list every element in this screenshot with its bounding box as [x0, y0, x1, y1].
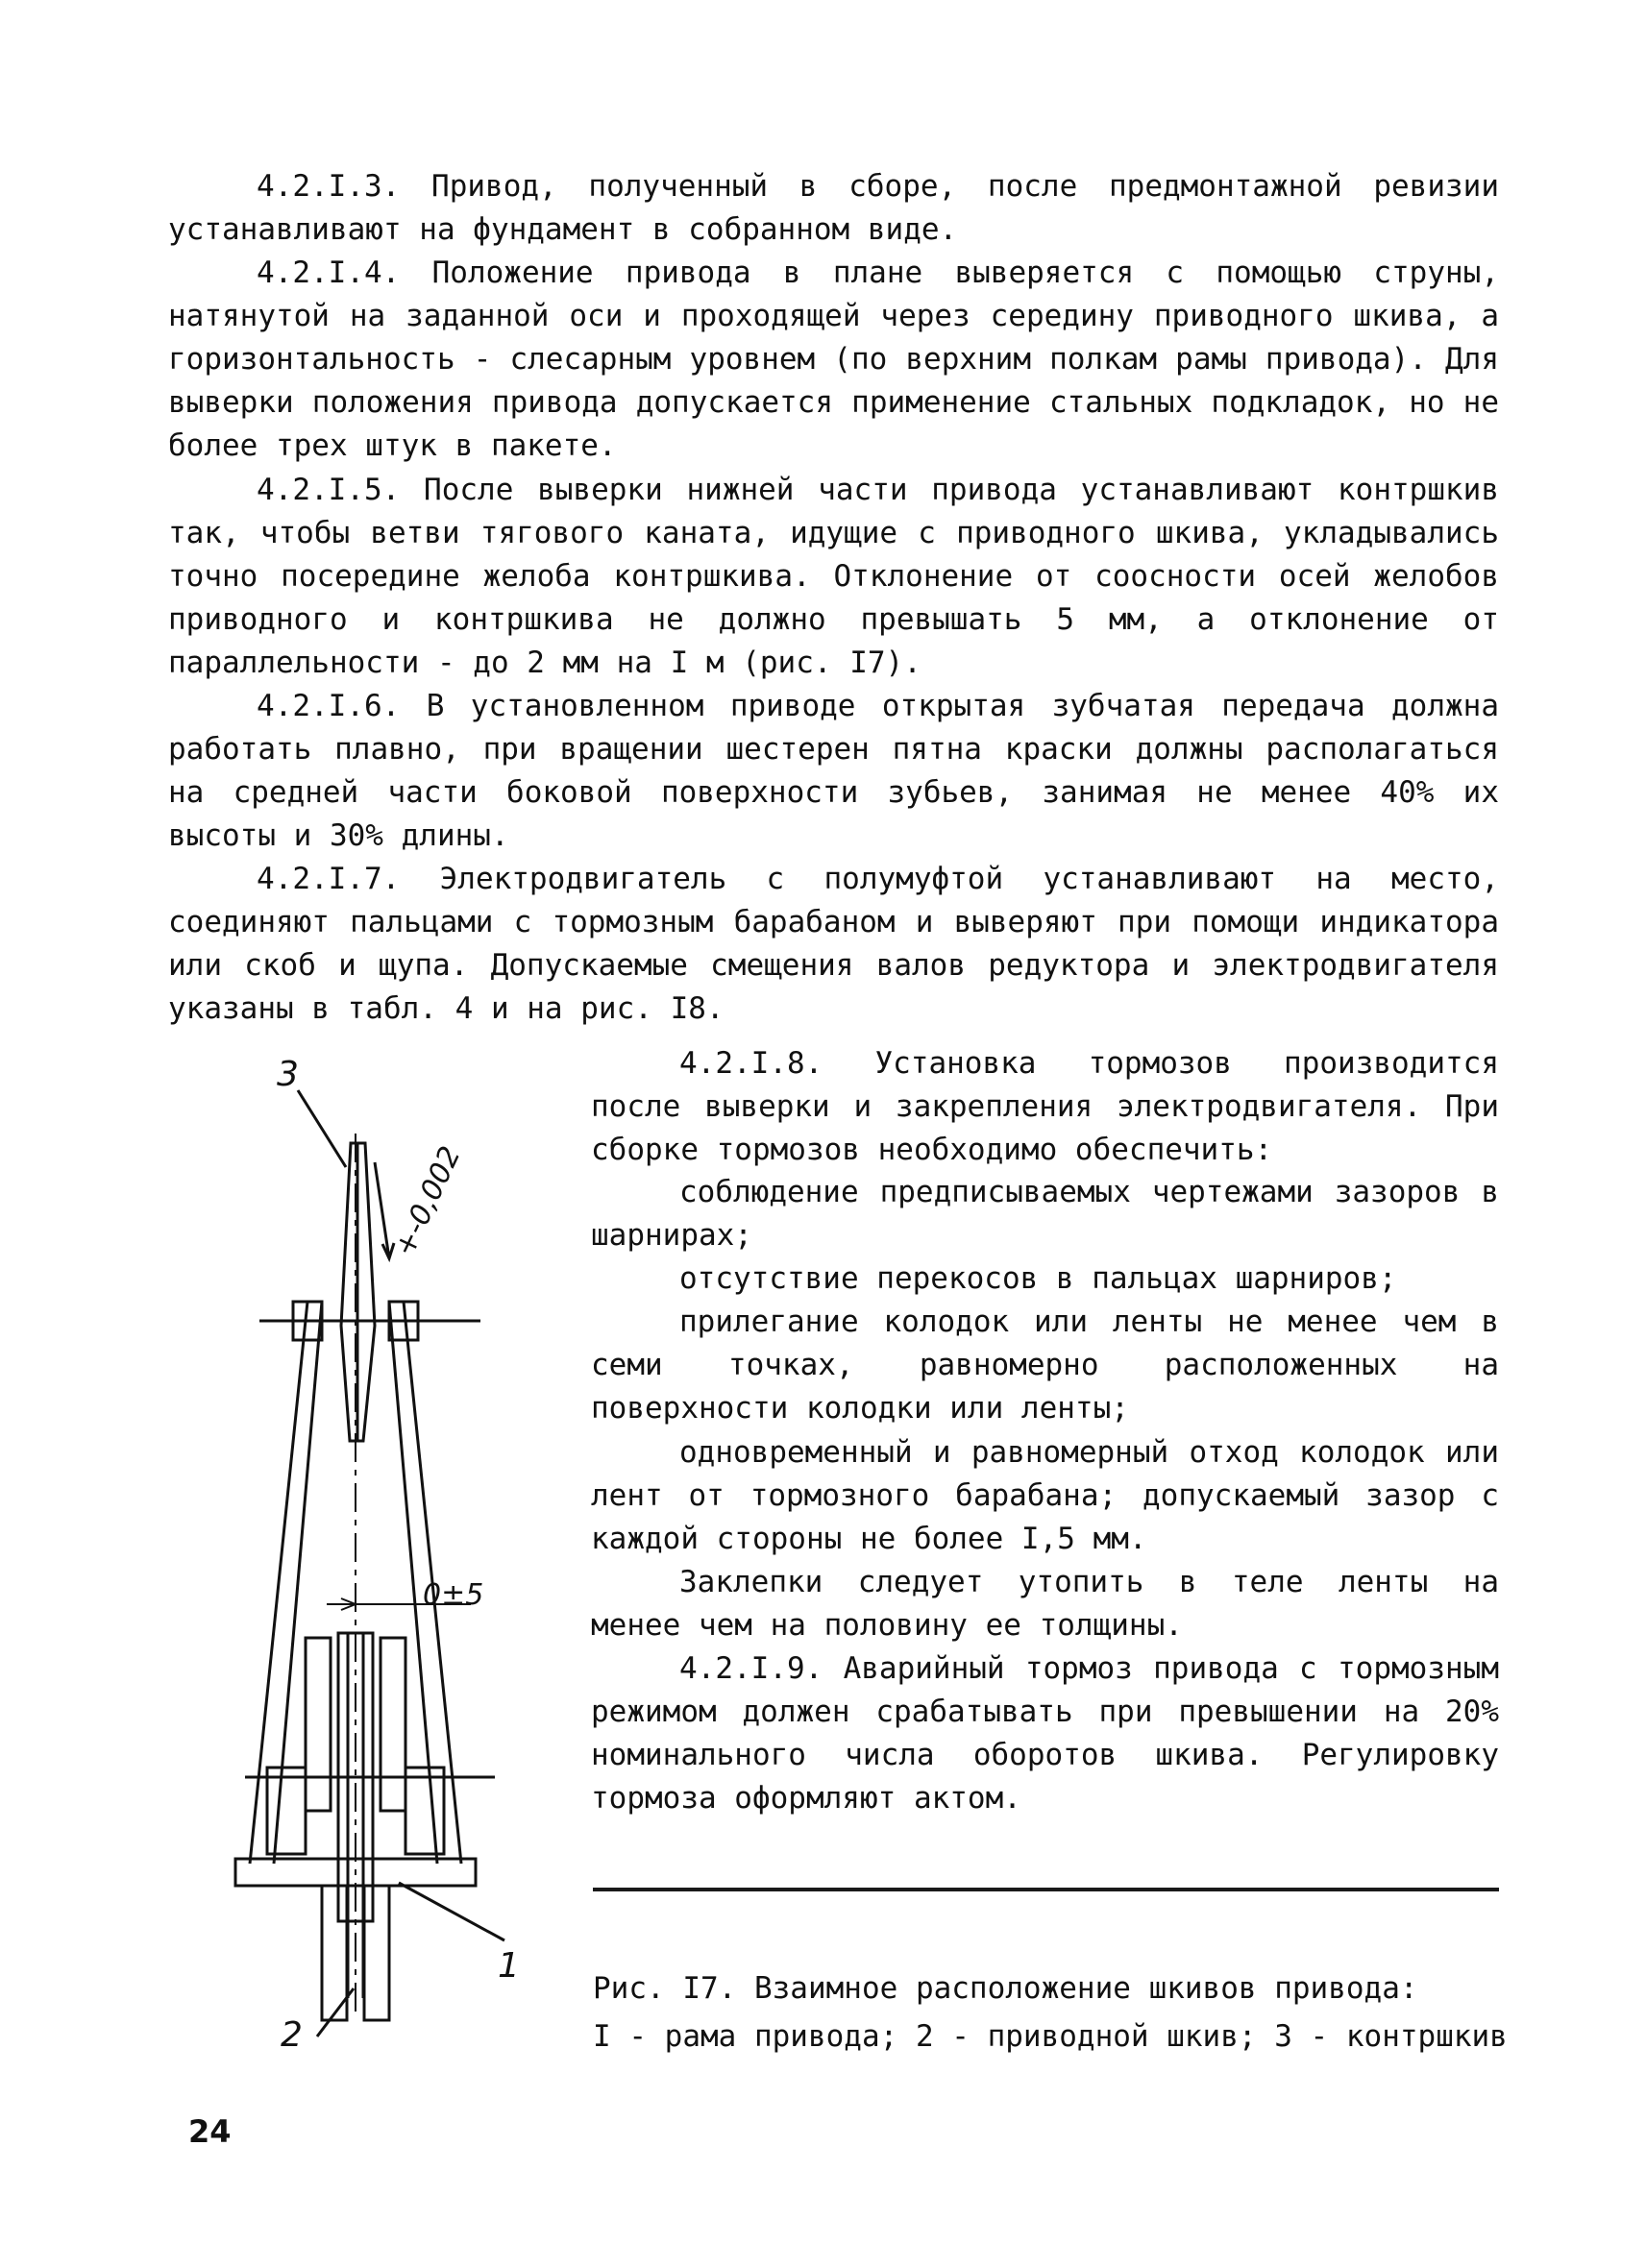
figure-label-3: 3	[277, 1055, 299, 1094]
figure-gap-tolerance: 0±5	[423, 1578, 484, 1612]
caption-line-1: Рис. I7. Взаимное расположение шкивов привода:	[593, 1971, 1418, 2006]
paragraph-4-2-1-9: 4.2.I.9. Аварийный тормоз привода с тормозным режимом должен срабатывать при превышении на 20% номинального числа оборотов шкива. Регулировку тормоза оформляют актом.	[591, 1651, 1499, 1816]
figure-label-1: 1	[498, 1946, 520, 1986]
list-item: соблюдение предписываемых чертежами зазоров в шарнирах;	[591, 1175, 1499, 1253]
paragraph-4-2-1-5: 4.2.I.5. После выверки нижней части привода устанавливают контршкив так, чтобы ветви тягового каната, идущие с приводного шкива, укладывались точно посередине желоба контршкива. Отклонение от соосности осей желобов приводного и контршкива не должно превышать 5 мм, а отклонение от параллельности - до 2 мм на I м (рис. I7).	[168, 473, 1499, 680]
list-item: отсутствие перекосов в пальцах шарниров;	[679, 1261, 1397, 1296]
paragraph-4-2-1-6: 4.2.I.6. В установленном приводе открытая зубчатая передача должна работать плавно, при вращении шестерен пятна краски должны располагаться на средней части боковой поверхности зубьев, занимая не менее 40% их высоты и 30% длины.	[168, 689, 1499, 853]
paragraph-4-2-1-8: 4.2.I.8. Установка тормозов производится после выверки и закрепления электродвигателя. При сборке тормозов необходимо обеспечить:	[591, 1046, 1499, 1167]
page-number: 24	[188, 2113, 232, 2150]
figure-17-drawing	[231, 1037, 557, 2056]
leader-line-1	[399, 1883, 504, 1940]
paragraph-4-2-1-7: 4.2.I.7. Электродвигатель с полумуфтой устанавливают на место, соединяют пальцами с тормозным барабаном и выверяют при помощи индикатора или скоб и щупа. Допускаемые смещения валов редуктора и электродвигателя указаны в табл. 4 и на рис. I8.	[168, 862, 1499, 1026]
figure-caption	[593, 1964, 1515, 2061]
paragraph-4-2-1-3: 4.2.I.3. Привод, полученный в сборе, после предмонтажной ревизии устанавливают на фундамент в собранном виде.	[168, 169, 1499, 247]
paragraph-4-2-1-4: 4.2.I.4. Положение привода в плане выверяется с помощью струны, натянутой на заданной оси и проходящей через середину приводного шкива, а горизонтальность - слесарным уровнем (по верхним полкам рамы привода). Для выверки положения привода допускается применение стальных подкладок, но не более трех штук в пакете.	[168, 256, 1499, 463]
caption-line-2: I - рама привода; 2 - приводной шкив; 3 - контршкив	[593, 2019, 1508, 2054]
paragraph-rivets: Заклепки следует утопить в теле ленты на менее чем на половину ее толщины.	[591, 1565, 1499, 1643]
figure-label-2: 2	[281, 2015, 303, 2055]
figure-angle-tolerance: +-0,002	[387, 1141, 468, 1262]
leader-line-3	[298, 1090, 346, 1167]
list-item: одновременный и равномерный отход колодок или лент от тормозного барабана; допускаемый зазор с каждой стороны не более I,5 мм.	[591, 1435, 1499, 1556]
list-item: прилегание колодок или ленты не менее чем в семи точках, равномерно расположенных на поверхности колодки или ленты;	[591, 1305, 1499, 1426]
caption-divider	[593, 1888, 1499, 1891]
